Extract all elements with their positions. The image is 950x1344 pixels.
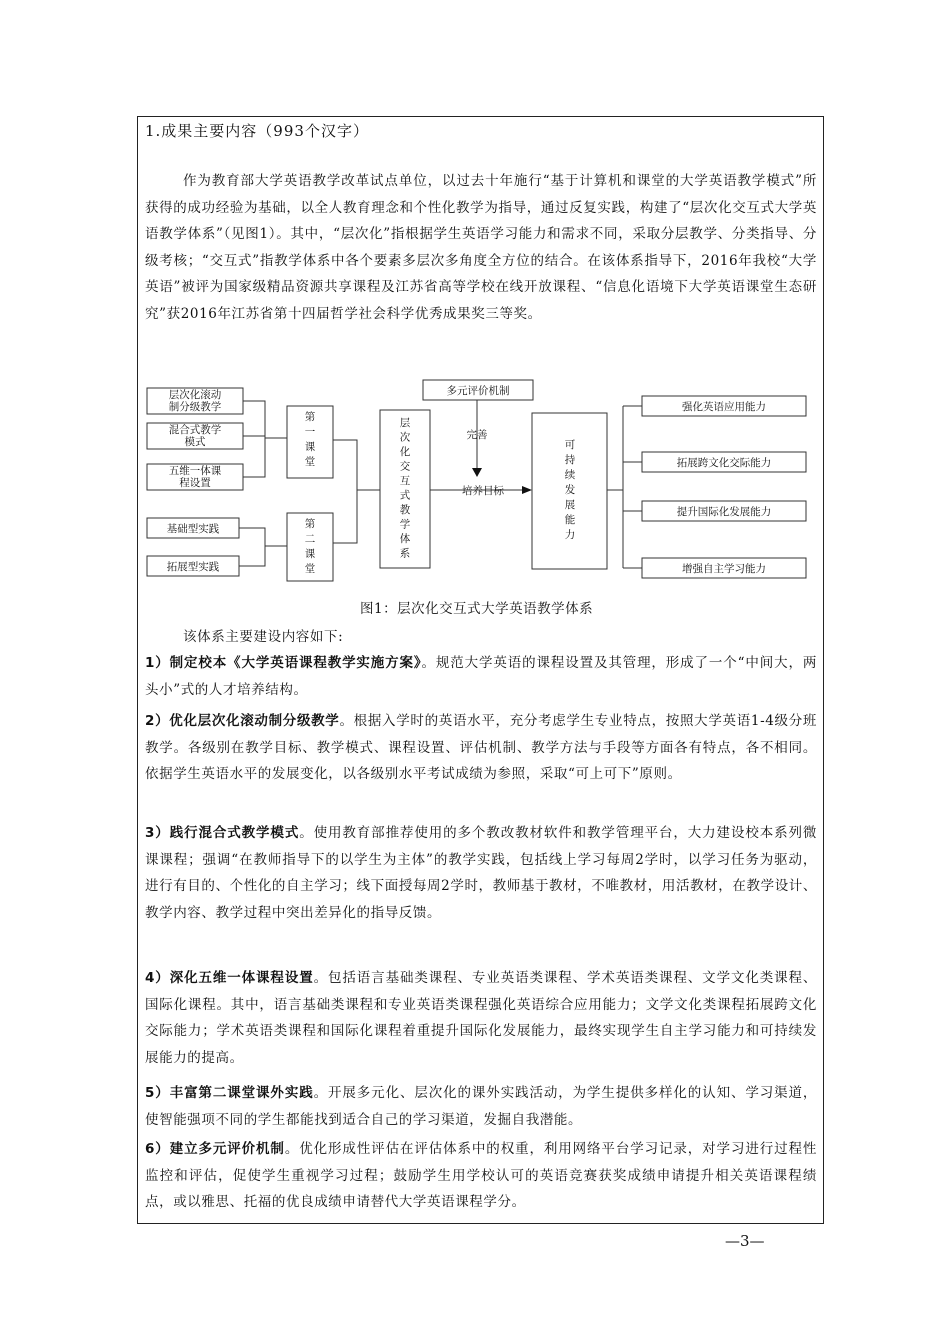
- item-2-heading: 优化层次化滚动制分级教学: [169, 713, 340, 729]
- left-box-3-label: 五维一体课程设置: [168, 465, 222, 489]
- page-number: —3—: [725, 1232, 765, 1250]
- list-item-3: [145, 820, 817, 926]
- arrow-horizontal-label: 培养目标: [462, 485, 504, 497]
- item-2-body: 。根据入学时的英语水平，充分考虑学生专业特点，按照大学英语1-4级分班教学。各级别在教学目标、教学模式、课程设置、评估机制、教学方法与手段等方面各有特点，各不相同。依据学生英语水平的发展变化，以各级别水平考试成绩为参照，采取“可上可下”原则。: [145, 713, 817, 782]
- center-system-label: 层次化交互式教学体系: [399, 417, 411, 560]
- item-3-body: 。使用教育部推荐使用的多个教改教材软件和教学管理平台，大力建设校本系列微课课程；强调“在教师指导下的以学生为主体”的教学实践，包括线上学习每周2学时，以学习任务为驱动，进行有目的、个性化的自主学习；线下面授每周2学时，教师基于教材，不唯教材，用活教材，在教学设计、教学内容、教学过程中突出差异化的指导反馈。: [145, 825, 818, 921]
- right-box-2-label: 拓展跨文化交际能力: [676, 457, 772, 469]
- item-4-heading: 深化五维一体课程设置: [169, 970, 314, 986]
- intro-paragraph: 作为教育部大学英语教学改革试点单位，以过去十年施行“基于计算机和课堂的大学英语教学模式”所获得的成功经验为基础，以全人教育理念和个性化教学为指导，通过反复实践，构建了“层次化交互式大学英语教学体系”（见图1）。其中，“层次化”指根据学生英语学习能力和需求不同，采取分层教学、分类指导、分级考核；“交互式”指教学体系中各个要素多层次多角度全方位的结合。在该体系指导下，2016年我校“大学英语”被评为国家级精品资源共享课程及江苏省高等学校在线开放课程、“信息化语境下大学英语课堂生态研究”获2016年江苏省第十四届哲学社会科学优秀成果奖三等奖。: [145, 173, 817, 322]
- right-arrow-icon: [522, 486, 532, 494]
- item-6-heading: 建立多元评价机制: [169, 1141, 285, 1157]
- figure-caption: 图1：层次化交互式大学英语教学体系: [360, 601, 594, 617]
- item-4-body: 。包括语言基础类课程、专业英语类课程、学术英语类课程、文学文化类课程、国际化课程。其中，语言基础类课程和专业英语类课程强化英语综合应用能力；文学文化类课程拓展跨文化交际能力；学术英语类课程和国际化课程着重提升国际化发展能力，最终实现学生自主学习能力和可持续发展能力的提高。: [145, 970, 818, 1066]
- left-box-5-label: 拓展型实践: [166, 561, 220, 573]
- evaluation-label: 多元评价机制: [446, 385, 510, 397]
- list-item-1: [145, 650, 817, 703]
- list-item-6: [145, 1136, 817, 1216]
- list-item-4: [145, 965, 817, 1071]
- list-item-5: [145, 1080, 817, 1133]
- item-3-number: 3）: [145, 825, 170, 841]
- item-3-heading: 践行混合式教学模式: [169, 825, 300, 841]
- item-5-body: 。开展多元化、层次化的课外实践活动，为学生提供多样化的认知、学习渠道，使智能强项不同的学生都能找到适合自己的学习渠道，发掘自我潜能。: [145, 1085, 818, 1128]
- item-5-heading: 丰富第二课堂课外实践: [169, 1085, 314, 1101]
- left-box-1-label: 层次化滚动制分级教学: [168, 389, 222, 413]
- item-2-number: 2）: [145, 713, 170, 729]
- right-box-3-label: 提升国际化发展能力: [676, 506, 772, 518]
- down-arrow-icon: [472, 468, 482, 477]
- goal-label: 可持续发展能力: [564, 439, 576, 541]
- second-classroom-label: 第二课堂: [304, 518, 316, 575]
- list-item-2: [145, 708, 817, 788]
- arrow-vertical-label: 完善: [466, 429, 488, 441]
- item-4-number: 4）: [145, 970, 170, 986]
- item-6-number: 6）: [145, 1141, 170, 1157]
- item-1-heading: 制定校本《大学英语课程教学实施方案》: [169, 655, 422, 671]
- item-5-number: 5）: [145, 1085, 170, 1101]
- left-box-4-label: 基础型实践: [166, 523, 220, 535]
- right-box-4-label: 增强自主学习能力: [682, 563, 766, 575]
- right-box-1-label: 强化英语应用能力: [682, 401, 766, 413]
- item-6-body: 。优化形成性评估在评估体系中的权重，利用网络平台学习记录，对学习进行过程性监控和评估，促使学生重视学习过程；鼓励学生用学校认可的英语竞赛获奖成绩申请提升相关英语课程绩点，或以雅思、托福的优良成绩申请替代大学英语课程学分。: [145, 1141, 818, 1210]
- item-1-number: 1）: [145, 655, 170, 671]
- section-title: 1.成果主要内容（993个汉字）: [145, 122, 369, 140]
- item-1-body: 。规范大学英语的课程设置及其管理，形成了一个“中间大，两头小”式的人才培养结构。: [145, 655, 817, 698]
- list-intro: 该体系主要建设内容如下:: [183, 629, 344, 645]
- teaching-system-diagram: [145, 378, 817, 586]
- left-box-2-label: 混合式教学模式: [168, 424, 222, 448]
- first-classroom-label: 第一课堂: [304, 411, 316, 468]
